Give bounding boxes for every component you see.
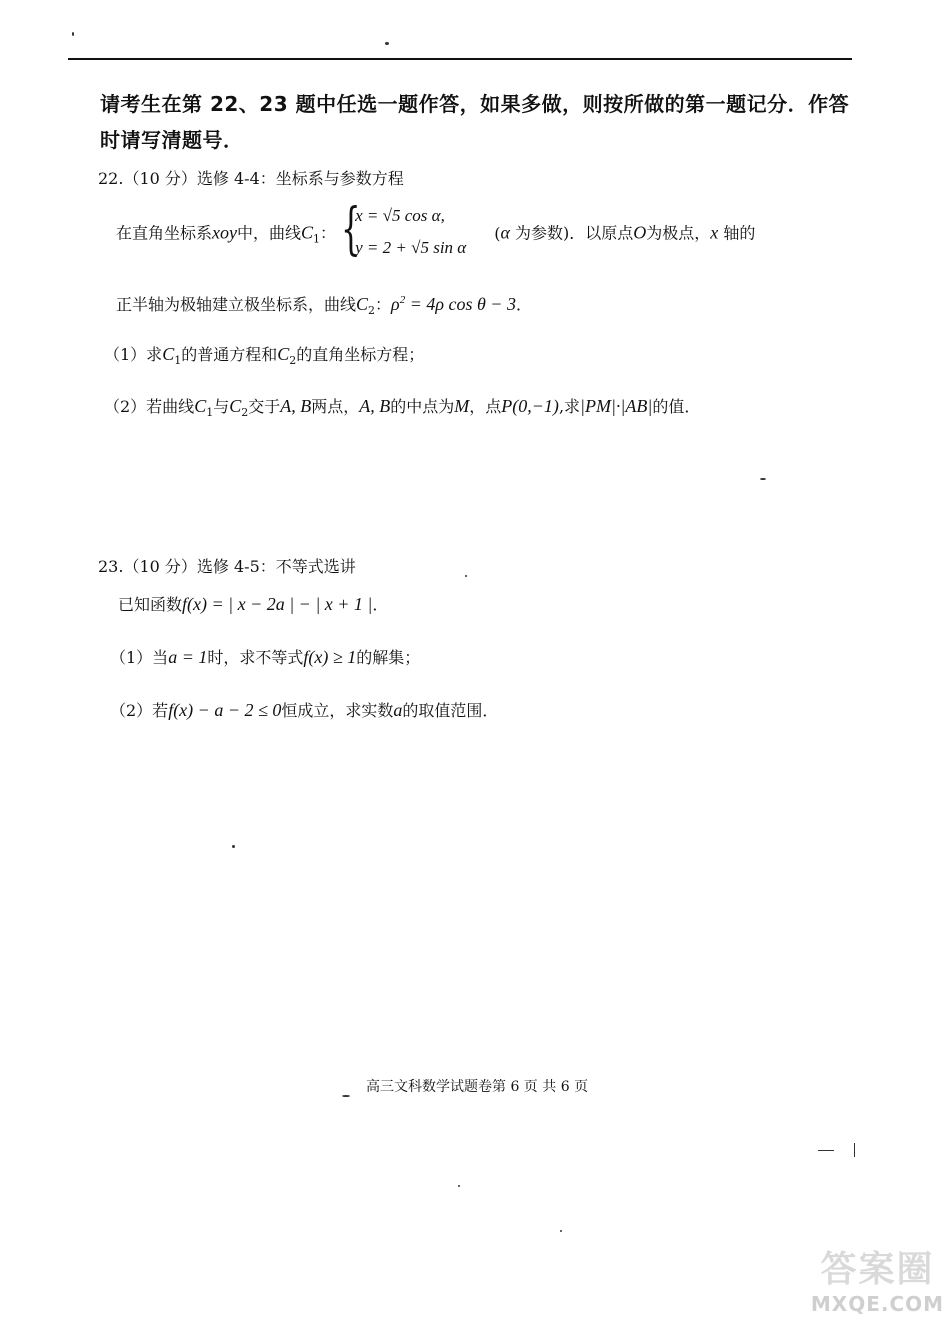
top-rule — [68, 58, 852, 60]
page-footer: 高三文科数学试题卷第 6 页 共 6 页 — [366, 1079, 589, 1095]
q22-header: 22.（10 分）选修 4-4：坐标系与参数方程 — [98, 169, 404, 188]
xoy-symbol: xoy — [212, 222, 237, 243]
parametric-system — [341, 197, 483, 266]
q23-part-1: （1）当a = 1时，求不等式f(x) ≥ 1的解集； — [110, 647, 421, 667]
watermark-en: MXQE.COM — [810, 1292, 945, 1316]
scan-speck — [465, 575, 467, 577]
q22-part-1: （1）求$C_1$的普通方程和$C_2$的直角坐标方程； — [104, 344, 425, 368]
scan-speck — [560, 1230, 562, 1232]
scan-mark — [854, 1143, 855, 1157]
scan-speck — [458, 1185, 460, 1187]
parametric-eq-y: y = 2 + √5 sin α — [355, 238, 467, 257]
scan-speck — [342, 1095, 350, 1097]
q23-header: 23.（10 分）选修 4-5：不等式选讲 — [98, 557, 356, 576]
watermark-cn: 答案圈 — [820, 1249, 935, 1290]
scan-speck — [72, 32, 74, 36]
polar-equation: $\rho^2 = 4\rho$ cos θ − 3 — [391, 294, 516, 314]
c1-symbol: C — [301, 222, 314, 243]
function-definition: f(x) = | x − 2a | − | x + 1 | — [182, 594, 373, 614]
scan-speck — [385, 42, 389, 45]
q23-intro: 已知函数f(x) = | x − 2a | − | x + 1 |． — [118, 594, 389, 614]
notice-line-1: 请考生在第 22、23 题中任选一题作答，如果多做，则按所做的第一题记分．作答 — [100, 92, 850, 116]
left-brace-icon: { — [341, 197, 361, 262]
watermark-logo — [810, 1241, 945, 1321]
scan-speck — [760, 478, 766, 480]
q23-part-2: （2）若f(x) − a − 2 ≤ 0恒成立，求实数a的取值范围． — [110, 700, 499, 720]
notice-line-2: 时请写清题号． — [100, 128, 244, 152]
scan-mark — [818, 1150, 834, 1151]
q22-intro-line: 在直角坐标系xoy中，曲线$C_1$： { x = √5 cos α, y = 2 + √5 sin α (α 为参数)．以原点O为极点，x 轴的 — [116, 202, 755, 266]
q22-polar-line: 正半轴为极轴建立极坐标系，曲线$C_2$：$\rho^2 = 4\rho$ cos θ − 3． — [116, 294, 532, 318]
parametric-eq-x: x = √5 cos α, — [355, 206, 445, 225]
q22-part-2: （2）若曲线$C_1$与$C_2$交于A, B两点，A, B的中点为M，点P(0,−1),求|PM|·|AB|的值． — [104, 396, 701, 420]
scan-speck — [232, 845, 235, 848]
